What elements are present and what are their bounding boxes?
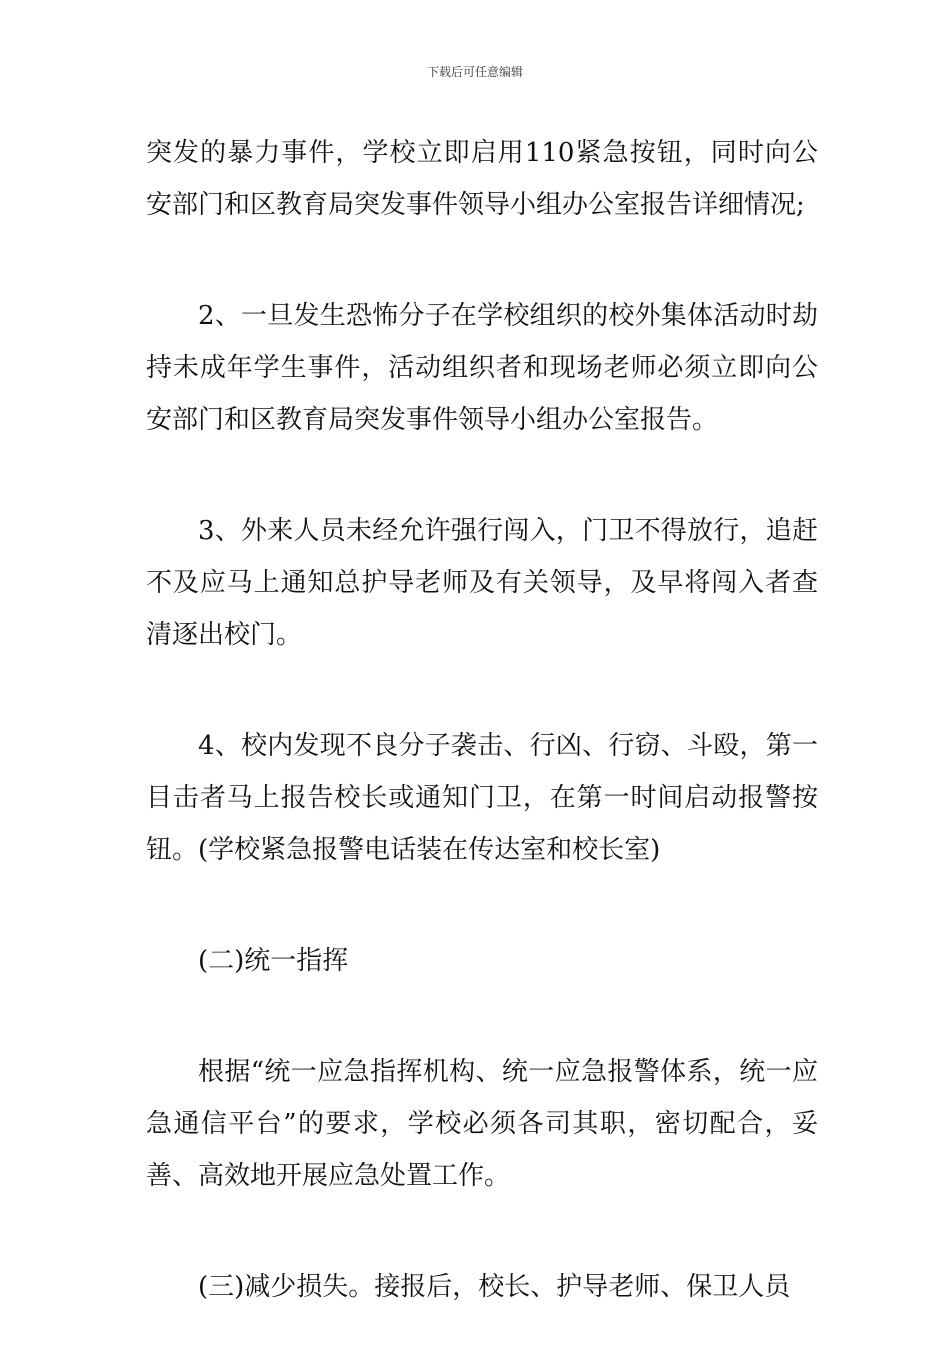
paragraph-4: 4、校内发现不良分子袭击、行凶、行窃、斗殴，第一目击者马上报告校长或通知门卫，在第一时间启动报警按钮。(学校紧急报警电话装在传达室和校长室) (146, 731, 818, 865)
section-heading-unified-command: (二)统一指挥 (198, 946, 349, 976)
document-body (146, 127, 818, 1372)
paragraph-7: (三)减少损失。接报后，校长、护导老师、保卫人员 (198, 1272, 791, 1302)
paragraph-6: 根据“统一应急指挥机构、统一应急报警体系，统一应急通信平台”的要求，学校必须各司其职，密切配合，妥善、高效地开展应急处置工作。 (146, 1057, 818, 1191)
paragraph-3: 3、外来人员未经允许强行闯入，门卫不得放行，追赶不及应马上通知总护导老师及有关领导，及早将闯入者查清逐出校门。 (146, 516, 818, 650)
page-header-note: 下载后可任意编辑 (426, 65, 523, 79)
paragraph-1: 突发的暴力事件，学校立即启用110紧急按钮，同时向公安部门和区教育局突发事件领导小组办公室报告详细情况; (146, 138, 818, 220)
paragraph-2: 2、一旦发生恐怖分子在学校组织的校外集体活动时劫持未成年学生事件，活动组织者和现场老师必须立即向公安部门和区教育局突发事件领导小组办公室报告。 (146, 301, 818, 435)
